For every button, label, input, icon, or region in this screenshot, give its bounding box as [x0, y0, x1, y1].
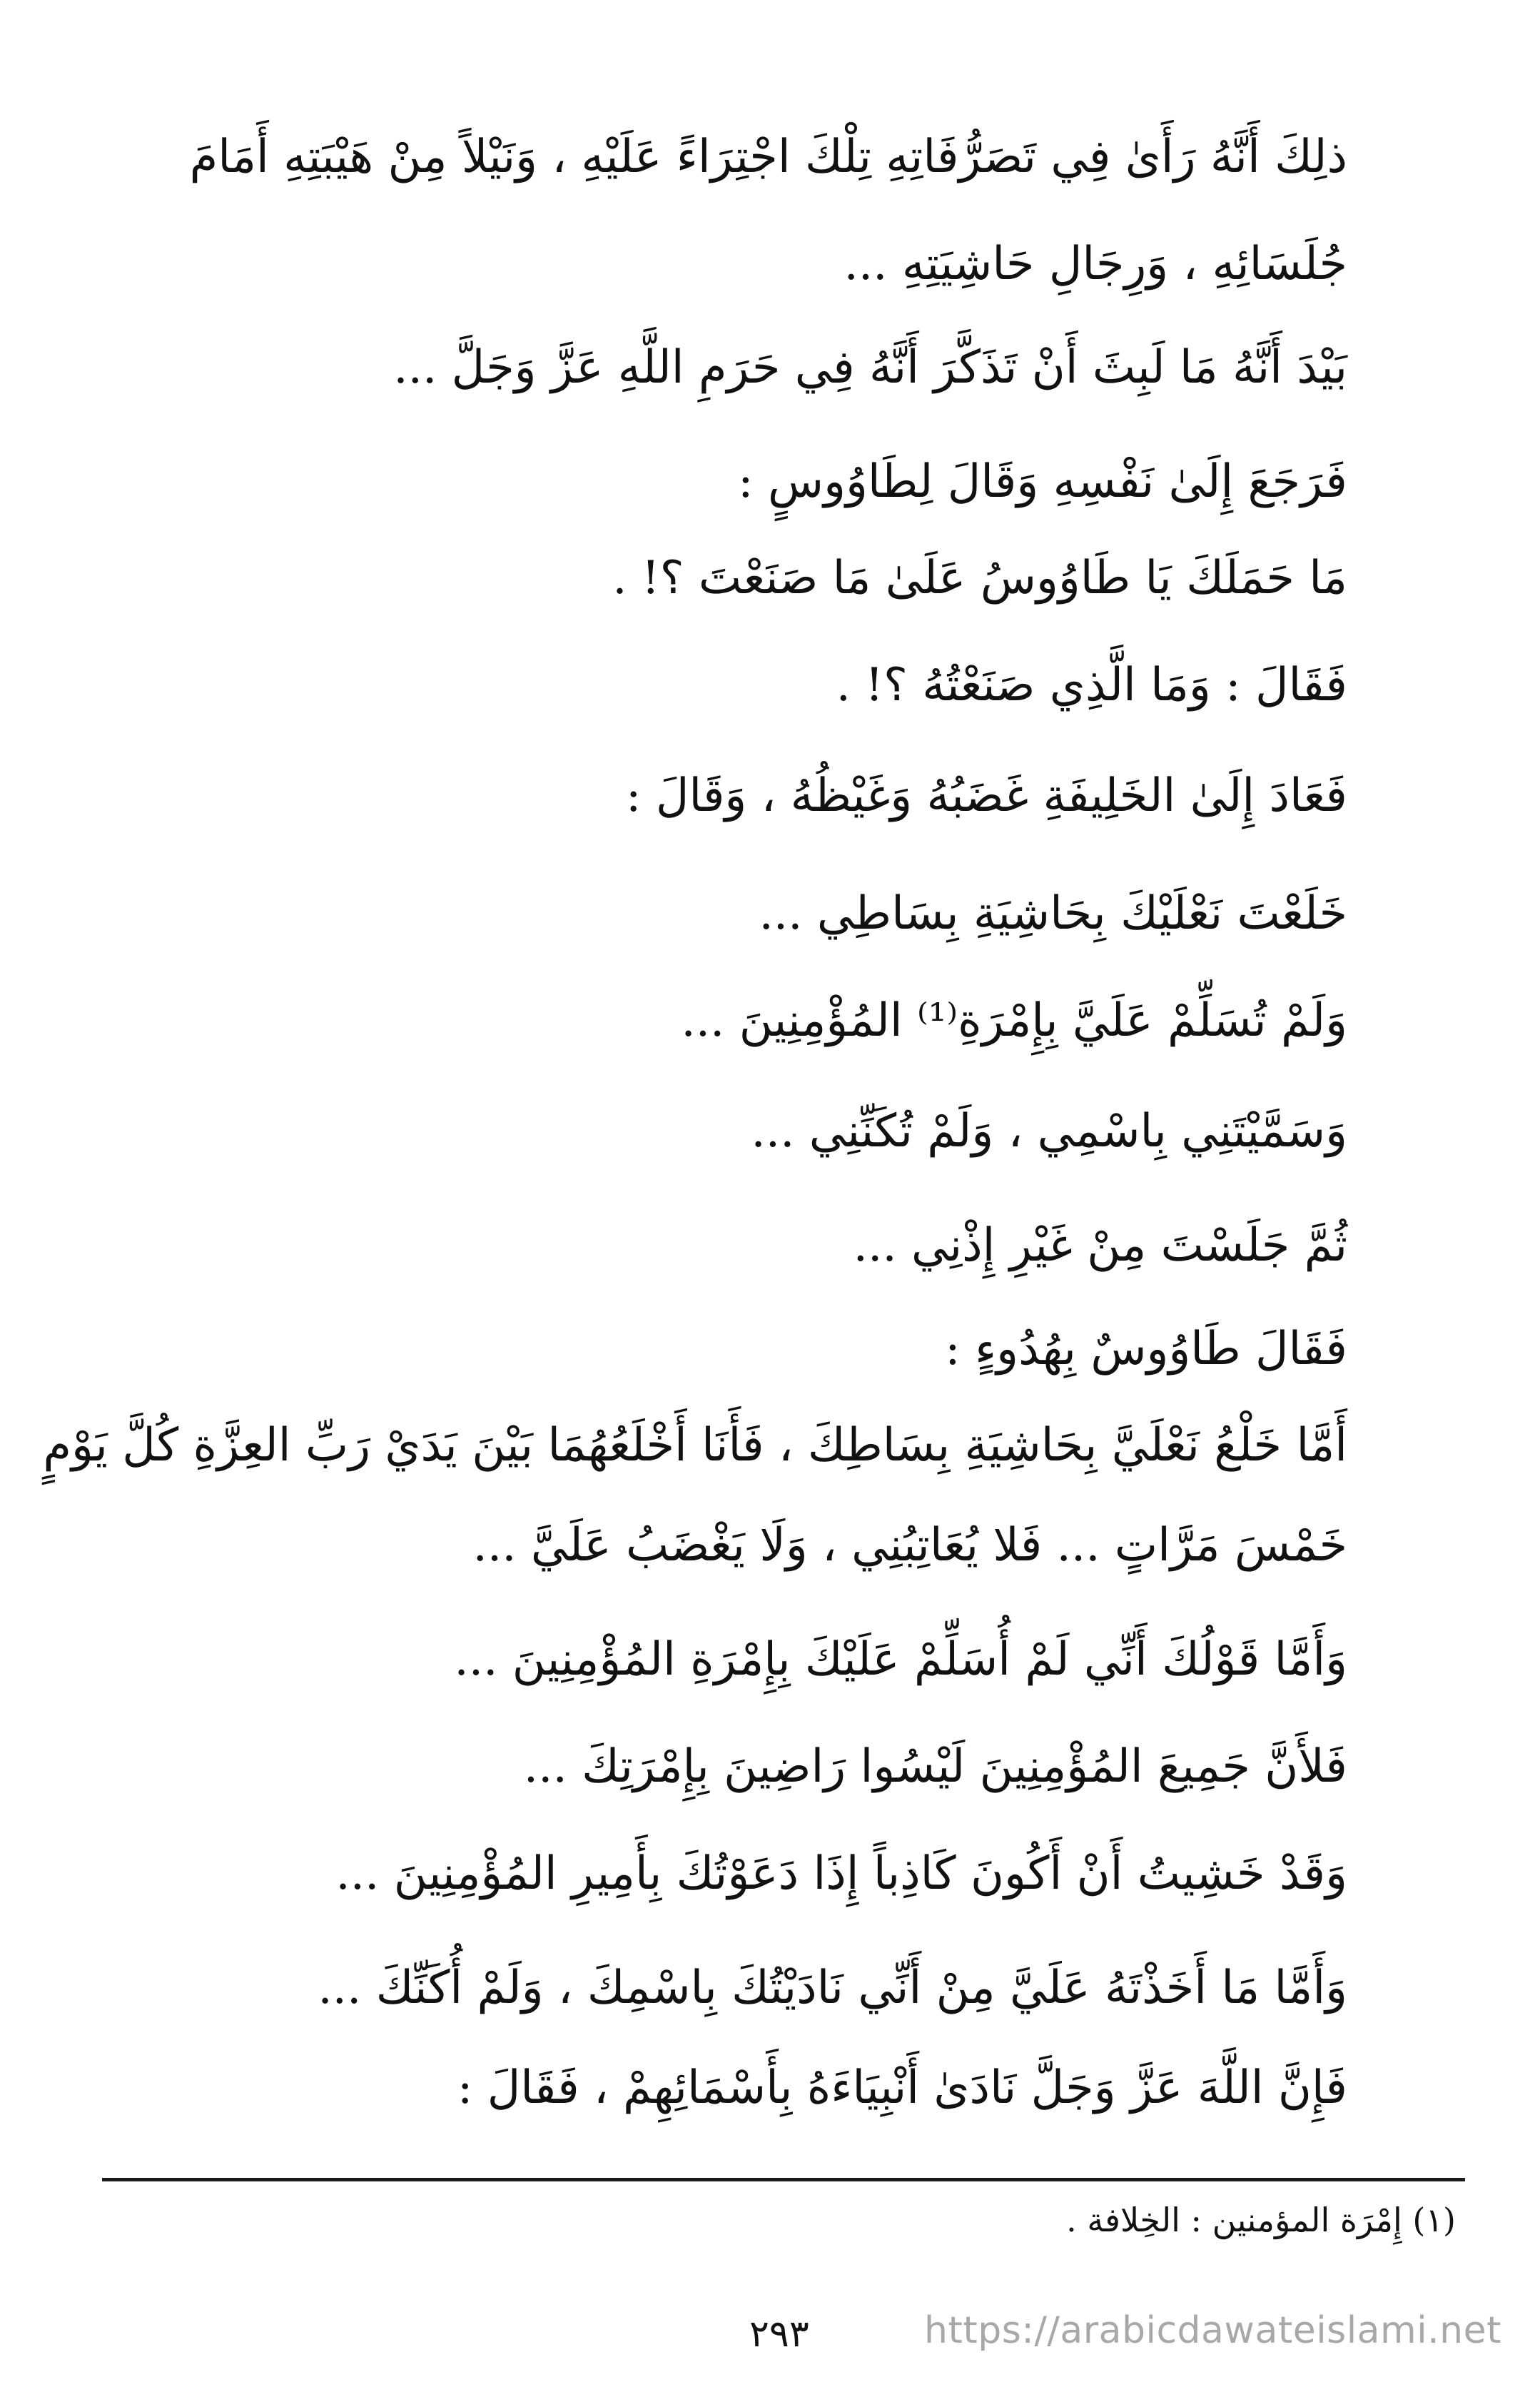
text-line: فَرَجَعَ إِلَىٰ نَفْسِهِ وَقَالَ لِطَاوُوسٍ : — [738, 455, 1347, 508]
text-line: وَأَمَّا مَا أَخَذْتَهُ عَلَيَّ مِنْ أَنِّي نَادَيْتُكَ بِاسْمِكَ ، وَلَمْ أُكَنِّكَ ... — [318, 1962, 1347, 2014]
text-line: وَلَمْ تُسَلِّمْ عَلَيَّ بِإِمْرَةِ⁽¹⁾ المُؤْمِنِينَ ... — [681, 994, 1347, 1047]
watermark-url: https://arabicdawateislami.net — [924, 2309, 1502, 2352]
footnote: (١) إِمْرَة المؤمنين : الخِلافة . — [1066, 2201, 1456, 2239]
page-number: ٢٩٣ — [749, 2313, 809, 2356]
text-line: ذلِكَ أَنَّهُ رَأَىٰ فِي تَصَرُّفَاتِهِ تِلْكَ اجْتِرَاءً عَلَيْهِ ، وَنَيْلاً مِنْ هَيْبَتِهِ أَمَامَ — [189, 131, 1347, 183]
text-line: فَإِنَّ اللَّهَ عَزَّ وَجَلَّ نَادَىٰ أَنْبِيَاءَهُ بِأَسْمَائِهِمْ ، فَقَالَ : — [457, 2062, 1347, 2114]
text-line: أَمَّا خَلْعُ نَعْلَيَّ بِحَاشِيَةِ بِسَاطِكَ ، فَأَنَا أَخْلَعُهُمَا بَيْنَ يَدَيْ رَبِّ العِزَّةِ كُلَّ يَوْمٍ — [43, 1419, 1347, 1472]
text-line: فَعَادَ إِلَىٰ الخَلِيفَةِ غَضَبُهُ وَغَيْظُهُ ، وَقَالَ : — [625, 769, 1347, 822]
text-line: خَمْسَ مَرَّاتٍ ... فَلا يُعَاتِبُنِي ، وَلَا يَغْضَبُ عَلَيَّ ... — [472, 1519, 1347, 1572]
footnote-separator — [102, 2178, 1465, 2181]
text-line: مَا حَمَلَكَ يَا طَاوُوسُ عَلَىٰ مَا صَنَعْتَ ؟! . — [612, 552, 1347, 605]
text-line: وَقَدْ خَشِيتُ أَنْ أَكُونَ كَاذِباً إِذَا دَعَوْتُكَ بِأَمِيرِ المُؤْمِنِينَ ... — [335, 1847, 1347, 1900]
text-line: بَيْدَ أَنَّهُ مَا لَبِثَ أَنْ تَذَكَّرَ أَنَّهُ فِي حَرَمِ اللَّهِ عَزَّ وَجَلَّ ... — [393, 341, 1347, 394]
text-line: فَلأَنَّ جَمِيعَ المُؤْمِنِينَ لَيْسُوا رَاضِينَ بِإِمْرَتِكَ ... — [523, 1740, 1347, 1793]
text-line: وَسَمَّيْتَنِي بِاسْمِي ، وَلَمْ تُكَنِّنِي ... — [751, 1105, 1347, 1158]
text-line: ثُمَّ جَلَسْتَ مِنْ غَيْرِ إِذْنِي ... — [853, 1219, 1347, 1272]
text-line: جُلَسَائِهِ ، وَرِجَالِ حَاشِيَتِهِ ... — [844, 238, 1347, 291]
text-line: خَلَعْتَ نَعْلَيْكَ بِحَاشِيَةِ بِسَاطِي ... — [759, 887, 1347, 940]
text-line: فَقَالَ طَاوُوسٌ بِهُدُوءٍ : — [945, 1323, 1347, 1376]
text-line: فَقَالَ : وَمَا الَّذِي صَنَعْتُهُ ؟! . — [836, 659, 1347, 712]
text-line: وَأَمَّا قَوْلُكَ أَنِّي لَمْ أُسَلِّمْ عَلَيْكَ بِإِمْرَةِ المُؤْمِنِينَ ... — [454, 1633, 1347, 1686]
